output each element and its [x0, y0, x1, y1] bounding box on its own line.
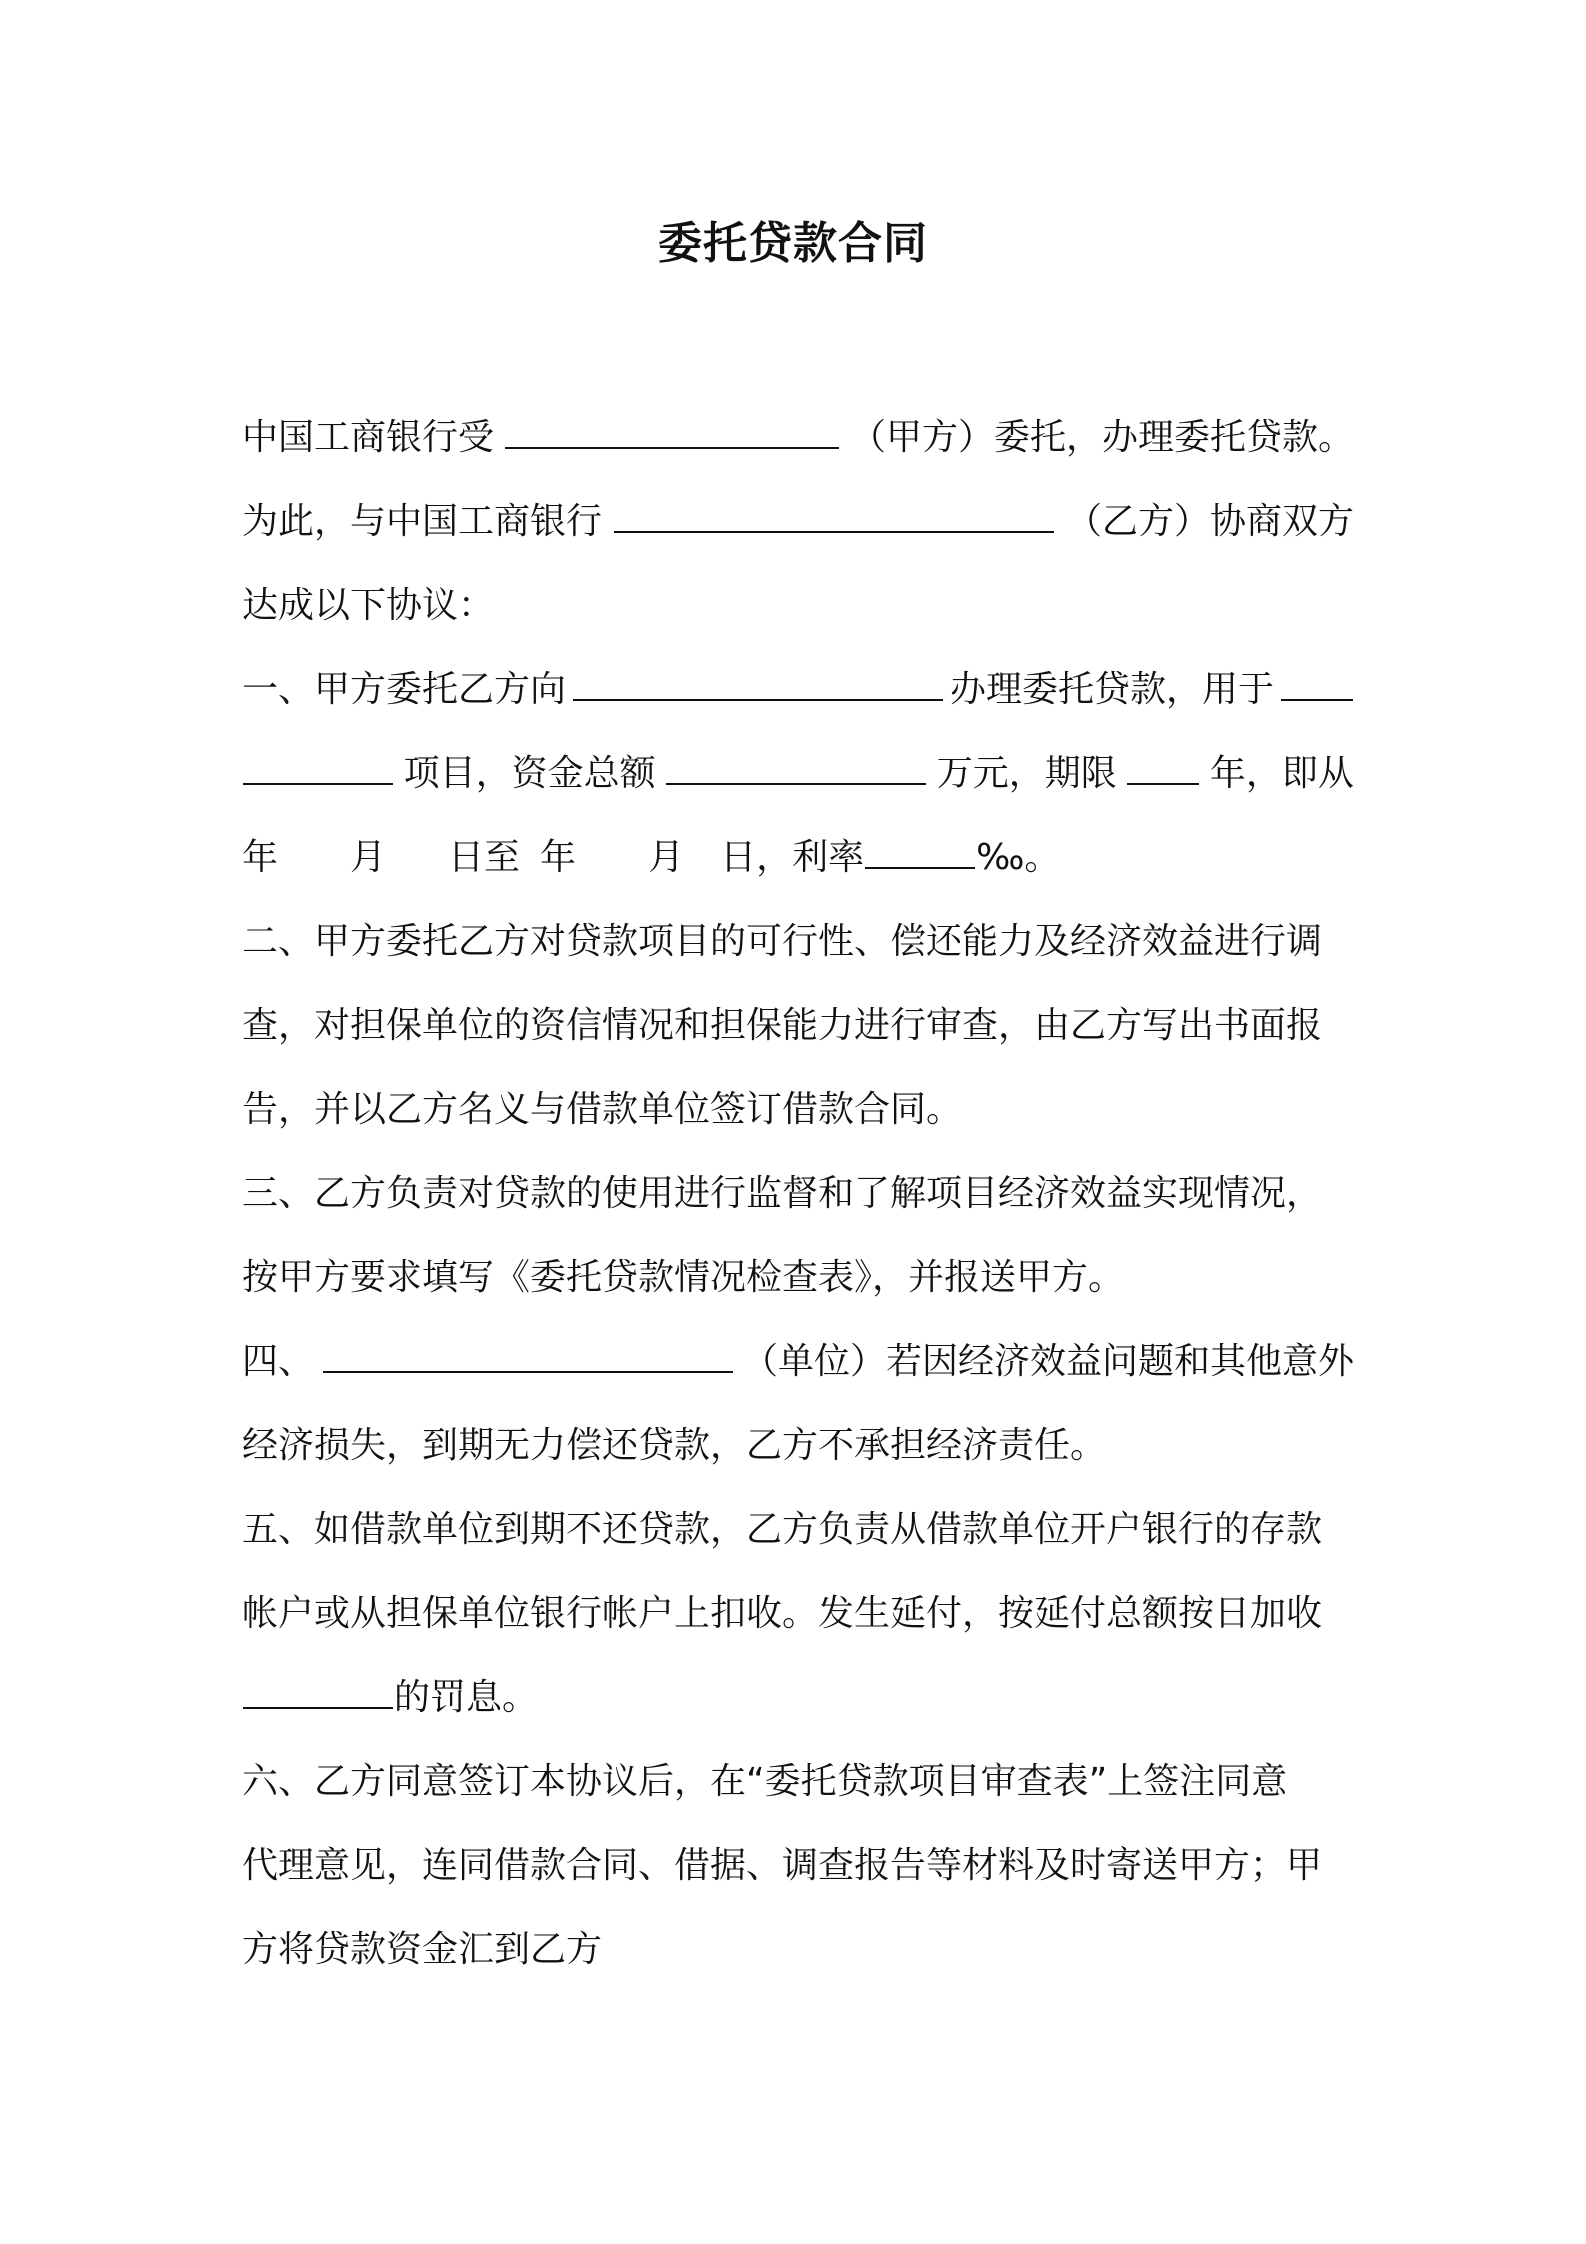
clause-6-line-3: 方将贷款资金汇到乙方 — [242, 1929, 603, 1970]
paragraph-intro-line-2 — [242, 480, 1354, 564]
clause-6-line-2: 代理意见，连同借款合同、借据、调查报告等材料及时寄送甲方；甲 — [242, 1845, 1323, 1886]
fill-blank-penalty-rate[interactable] — [243, 1663, 393, 1709]
document-title: 委托贷款合同 — [658, 218, 928, 269]
date-end-day-label: 日，利率 — [720, 837, 865, 878]
date-start-month-label: 月 — [350, 837, 387, 878]
clause-2-line-3: 告，并以乙方名义与借款单位签订借款合同。 — [242, 1089, 963, 1130]
clause-5-line-2: 帐户或从担保单位银行帐户上扣收。发生延付，按延付总额按日加收 — [242, 1593, 1323, 1634]
fill-blank-interest-rate[interactable] — [865, 823, 975, 869]
paragraph-intro-line-1 — [242, 396, 1354, 480]
date-start-day-label: 日至 — [448, 837, 521, 878]
fill-blank-borrower[interactable] — [573, 655, 943, 701]
text-segment: 万元，期限 — [936, 753, 1117, 794]
clause-4-line-1 — [242, 1320, 1354, 1404]
clause-2-line-1: 二、甲方委托乙方对贷款项目的可行性、偿还能力及经济效益进行调 — [242, 921, 1323, 962]
text-segment: 中国工商银行受 — [242, 417, 495, 458]
clause-1-line-3 — [242, 816, 1354, 900]
clause-1-line-1 — [242, 648, 1354, 732]
clause-5-line-1: 五、如借款单位到期不还贷款，乙方负责从借款单位开户银行的存款 — [242, 1509, 1323, 1550]
fill-blank-party-b[interactable] — [614, 487, 1054, 533]
text-segment: 办理委托贷款，用于 — [949, 669, 1274, 710]
date-start-year-label: 年 — [242, 837, 279, 878]
text-segment: 四、 — [242, 1341, 315, 1382]
fill-blank-total-amount[interactable] — [666, 739, 926, 785]
text-segment: 年，即从 — [1209, 753, 1354, 794]
date-end-month-label: 月 — [648, 837, 685, 878]
fill-blank-purpose-start[interactable] — [1281, 655, 1353, 701]
clause-1-line-2 — [242, 732, 1354, 816]
fill-blank-party-a[interactable] — [505, 403, 839, 449]
clause-2-line-2: 查，对担保单位的资信情况和担保能力进行审查，由乙方写出书面报 — [242, 1005, 1323, 1046]
clause-3-line-1: 三、乙方负责对贷款的使用进行监督和了解项目经济效益实现情况， — [242, 1173, 1323, 1214]
text-segment: 项目，资金总额 — [403, 753, 656, 794]
clause-5-line-3 — [242, 1656, 1354, 1740]
fill-blank-purpose-end[interactable] — [243, 739, 393, 785]
clause-4-line-2: 经济损失，到期无力偿还贷款，乙方不承担经济责任。 — [242, 1425, 1107, 1466]
text-segment: （单位）若因经济效益问题和其他意外 — [741, 1341, 1354, 1382]
clause-6-line-1: 六、乙方同意签订本协议后，在“委托贷款项目审查表”上签注同意 — [242, 1761, 1288, 1802]
text-segment: 的罚息。 — [394, 1677, 539, 1718]
text-segment: 为此，与中国工商银行 — [242, 501, 603, 542]
paragraph-intro-line-3: 达成以下协议： — [242, 585, 495, 626]
text-segment: 一、甲方委托乙方向 — [242, 669, 567, 710]
clause-3-line-2: 按甲方要求填写《委托贷款情况检查表》，并报送甲方。 — [242, 1257, 1125, 1298]
fill-blank-unit[interactable] — [323, 1327, 733, 1373]
text-segment: （乙方）协商双方 — [1065, 501, 1354, 542]
date-end-year-label: 年 — [540, 837, 577, 878]
text-segment: （甲方）委托，办理委托贷款。 — [849, 417, 1354, 458]
fill-blank-term-years[interactable] — [1127, 739, 1199, 785]
interest-rate-unit: ‰。 — [976, 837, 1061, 878]
